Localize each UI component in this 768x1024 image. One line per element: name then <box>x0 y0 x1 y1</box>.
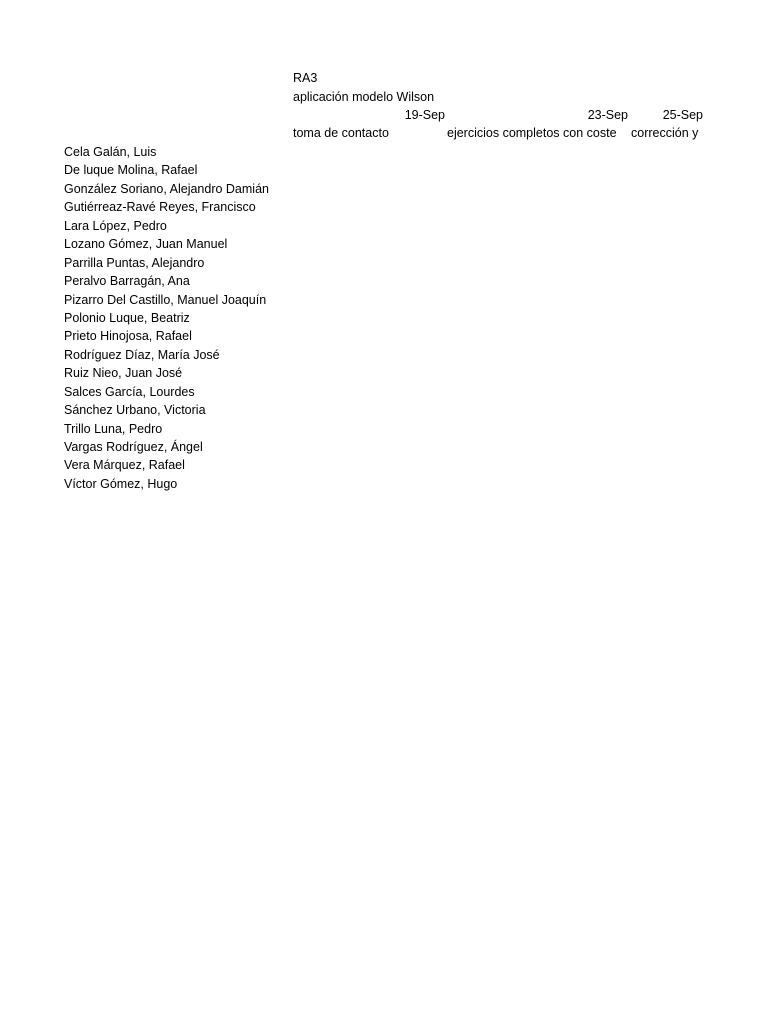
student-name: De luque Molina, Rafael <box>64 163 198 178</box>
student-name: González Soriano, Alejandro Damián <box>64 181 269 196</box>
date-2: 23-Sep <box>587 108 628 122</box>
topic-label: aplicación modelo Wilson <box>293 90 435 104</box>
student-name: Parrilla Puntas, Alejandro <box>64 255 205 270</box>
student-name: Ruiz Nieo, Juan José <box>64 366 183 381</box>
student-name: Salces García, Lourdes <box>64 384 195 399</box>
student-name: Vera Márquez, Rafael <box>64 458 185 473</box>
date-3: 25-Sep <box>662 108 703 122</box>
session-1: toma de contacto <box>293 126 389 140</box>
student-name: Trillo Luna, Pedro <box>64 421 163 436</box>
student-name: Vargas Rodríguez, Ángel <box>64 440 203 454</box>
student-list <box>64 143 269 493</box>
student-name: Víctor Gómez, Hugo <box>64 476 178 491</box>
student-name: Peralvo Barragán, Ana <box>64 274 190 289</box>
session-2: ejercicios completos con coste <box>447 126 617 140</box>
student-name: Lozano Gómez, Juan Manuel <box>64 237 228 252</box>
student-name: Pizarro Del Castillo, Manuel Joaquín <box>64 292 267 307</box>
unit-label: RA3 <box>293 71 318 85</box>
student-name: Rodríguez Díaz, María José <box>64 347 220 362</box>
student-name: Prieto Hinojosa, Rafael <box>64 329 192 344</box>
student-name: Sánchez Urbano, Victoria <box>64 403 206 418</box>
student-name: Cela Galán, Luis <box>64 145 157 159</box>
date-1: 19-Sep <box>404 108 445 122</box>
student-name: Polonio Luque, Beatriz <box>64 310 190 325</box>
session-3: corrección y <box>631 126 699 140</box>
student-name: Lara López, Pedro <box>64 218 167 233</box>
student-name: Gutiérreaz-Ravé Reyes, Francisco <box>64 200 256 215</box>
